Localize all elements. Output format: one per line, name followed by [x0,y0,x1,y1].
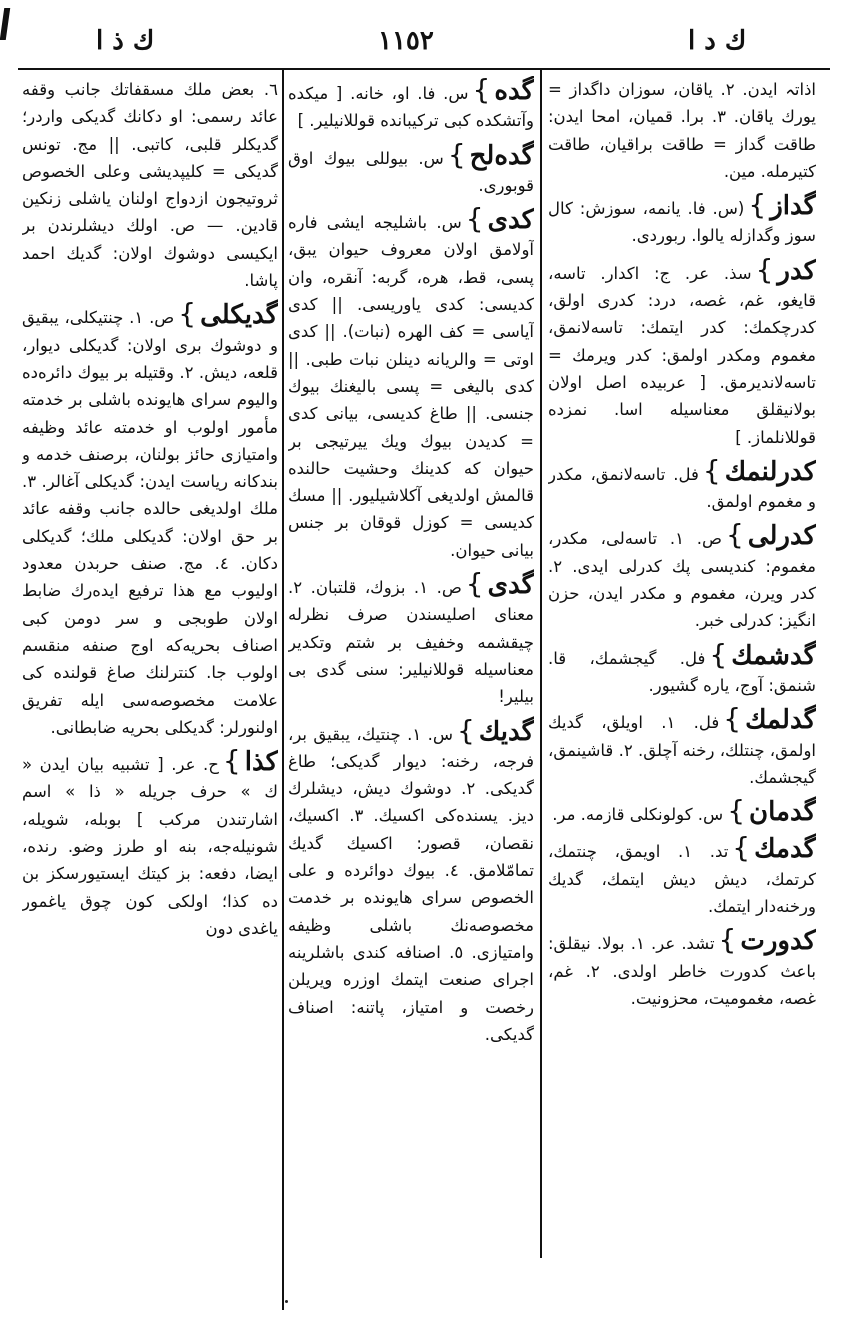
dictionary-entry [288,76,534,135]
brace-glyph: } [702,453,721,487]
brace-glyph: } [472,76,491,106]
entry-headword: گدی [487,570,534,601]
entry-headword: گده [494,76,534,106]
header-catchword-left: ك ذ ا [96,26,155,56]
column-right [548,76,816,1312]
entry-definition: ص. ۱. تاسه‌لی، مکدر، مغموم: کندیسی پك کدرلی ایدی. ۲. کدر ویرن، مغموم و مکدر ایدن، حزن انگیز: کدرلی خبر. [548,529,816,631]
entry-definition: س. ۱. چنتیك، یبقیق بر، فرجه، رخنه: دیوار گدیکی؛ طاغ گدیکی. ۲. دوشوك دیش، دیشلرك دیز. یسنده‌کی اکسیك. ۳. اکسیك، نقصان، قصور: اکسیك گدیك تمامّلامق. ٤. بیوك دوائرده و علی الخصوص سرای هایونده بر خدمت مخصوصه‌نك باشلی وظیفه وامتیازی. ٥. اصنافه کندی باشلرینه اجرای صنعت ایتمك اوزره ویریلن رخصت و امتیاز، پاتنه: اصناف گدیکی. [288,724,534,1044]
brace-glyph: } [456,713,475,747]
brace-glyph: } [465,567,484,601]
dictionary-entry [22,744,278,942]
dictionary-entry [548,702,816,791]
dictionary-entry [288,713,534,1049]
entry-definition: س. باشلیجه ایشی فاره آولامق اولان معروف حیوان یبق، پسی، قط، هره، گربه: آنقره، وان کدیسی: کدی یاوریسی. || کدی آیاسی = کف الهره (نبات). || کدی اوتی = والریانه دینلن نبات طبی. || کدی بالیغی = پسی بالیغنك بیوك جنسی. || طاغ کدیسی، بیانی کدی = کدیدن بیوك ویك ییرتیجی بر حیوان که کدینك وحشیت حالنده قالمش اولدیغی آکلاشیلیور. || مسك کدیسی = کوزل قوقان بر جنس بیانی حیوان. [288,213,534,560]
dictionary-entry [22,76,278,294]
dictionary-entry [288,567,534,710]
dictionary-entry [548,188,816,250]
entry-headword: گدشمك [731,640,816,671]
header-catchword-right: ك د ا [688,26,747,56]
brace-glyph: } [732,831,751,865]
dictionary-entry [548,831,816,920]
column-divider-left [282,70,284,1310]
brace-glyph: } [718,923,737,957]
brace-glyph: } [755,252,774,286]
dictionary-entry [288,137,534,200]
dictionary-entry [548,76,816,185]
dictionary-entry [22,297,278,741]
entry-definition: تد. ۱. اویمق، چنتمك، کرتمك، دیش دیش ایتمك، گدیك ورخنه‌دار ایتمك. [548,842,816,917]
entry-headword: کدرلنمك [724,456,816,487]
entry-headword: گدمك [754,834,816,865]
entry-definition: سذ. عر. ج: اکدار. تاسه، قایغو، غم، غصه، درد: کدری اولق، کدرچکمك: کدر ایتمك: تاسه‌لانمق، مغموم ومکدر اولمق: کدر ویرمك = تاسه‌لاندیرمق. [ عربیده اصل اولان بولانیقلق معناسیله اسا. نمزده قوللانلماز. ] [548,263,816,447]
entry-headword: کدورت [740,926,816,957]
dictionary-entry [548,518,816,634]
entry-headword: گده‌لح [469,140,534,171]
dictionary-entry [548,637,816,700]
entry-definition: س. فا. او، خانه. [ میکده وآتشکده کبی ترکیبانده قوللانیلیر. ] [288,84,534,131]
brace-glyph: } [178,297,197,331]
dictionary-entry [548,923,816,1012]
brace-glyph: } [723,702,742,736]
entry-definition: (س. فا. یانمه، سوزش: کال سوز وگدازله یالوا. ربوردی. [548,199,816,246]
entry-headword: کذا [244,747,278,778]
entry-definition: اذاتہ ایدن. ۲. یاقان، سوزان داگداز = یورك یاقان. ۳. برا. قمیان، امحا ایدن: طاقت گداز = طاقت براقیان، طاقت کتیرمله. مین. [548,80,816,181]
brace-glyph: } [725,518,744,552]
brace-glyph: } [447,137,466,171]
entry-definition: فل. تاسه‌لانمق، مکدر و مغموم اولمق. [548,464,816,512]
dictionary-entry [288,202,534,564]
entry-definition: ح. عر. [ تشبیه بیان ایدن « ك » حرف جریله « ذا » اسم اشارتندن مرکب ] بوبله، شویله، شونیله‌جه، بنه او طرز وضو. رنده، ایضا، دفعه: بز کیتك ایستیورسکز بن ده کذا؛ اولکی کون چوق یاغمور یاغدی دون [22,755,278,938]
ink-speck [285,1300,288,1303]
column-left [22,76,278,1312]
entry-headword: گدلمك [745,705,816,736]
brace-glyph: } [222,744,241,778]
column-middle [288,76,534,1312]
column-divider-right [540,70,542,1258]
entry-headword: گدیکلی [200,300,278,331]
entry-definition: تشد. عر. ۱. بولا. نیقلق: باعث کدورت خاطر اولدی. ۲. غم، غصه، مغمومیت، محزونیت. [548,934,816,1008]
page-number: ١١٥٢ [378,26,434,56]
entry-headword: گداز [770,191,816,222]
entry-definition: ص. ۱. چنتیکلی، یبقیق و دوشوك بری اولان: گدیکلی دیوار، قلعه، دیش. ۲. وقتیله بر بیوك دائره‌ده والیوم سرای هایونده باشلی بر خدمته مأمور اولوب او خدمته عائد وظیفه وامتیازی حائز بولنان، برصنف خدمه و بندکانه ریاست ایدن: گدیکلی آغالر. ۳. ملك اولدیغی حالده جانب وقفه عائد بر حق اولان: گدیکلی ملك؛ گدیکلی دکان. ٤. مج. صنف حربدن معدود اولیوب مع هذا ترفیع ایده‌رك ضابط اولان طوبجی و سر دومن کبی اصناف بحریه‌که اوج صنفه منقسم اولوب جا. کنترلنك صاغ قولنده کی علامت مخصوصه‌سی ایله تفریق اولنورلر: گدیکلی بحریه ضابطانی. [22,308,278,737]
brace-glyph: } [727,794,746,828]
entry-definition: ٦. بعض ملك مسقفاتك جانب وقفه عائد رسمی: او دکانك گدیکی واردر؛ گدیکلر قلبی، کاتبی. || مج. تونس گدیکی = کلیپدیشی وعلی الخصوص ثروتیجون ازدواج اولنان یاشلی زنکین قادین. — ص. اولك دیشلرندن بر ایکیسی دوشوك اولان: گدیك احمد پاشا. [22,80,278,291]
entry-definition: ص. ۱. بزوك، قلتبان. ۲. معنای اصلیسندن صرف نظرله چیقشمه وخفیف بر شتم وتکدیر معناسیله قوللانیلیر: سنی گدی بی بیلیر! [288,578,534,707]
entry-headword: گدیك [478,716,534,747]
entry-headword: کدرلی [747,521,816,552]
brace-glyph: } [465,202,484,236]
dictionary-entry [548,252,816,451]
entry-headword: کدر [777,255,816,286]
brace-glyph: } [709,637,728,671]
dictionary-entry [548,794,816,828]
entry-definition: س. بیوللی بیوك اوق قوبوری. [288,148,534,195]
brace-glyph: } [748,188,767,222]
entry-definition: س. کولونکلی قازمه. مر. [552,805,724,825]
header-rule [18,68,830,70]
entry-headword: کدی [487,205,534,236]
entry-definition: فل. گیجشمك، قا. شنمق: آوج، یاره گشیور. [548,648,816,695]
page-header [0,0,849,70]
entry-definition: فل. ۱. اویلق، گدیك اولمق، چنتلك، رخنه آچلق. ۲. قاشینمق، گیجشمك. [548,713,816,787]
dictionary-entry [548,453,816,516]
page-edge-mark [0,8,10,40]
entry-headword: گدمان [749,797,816,828]
